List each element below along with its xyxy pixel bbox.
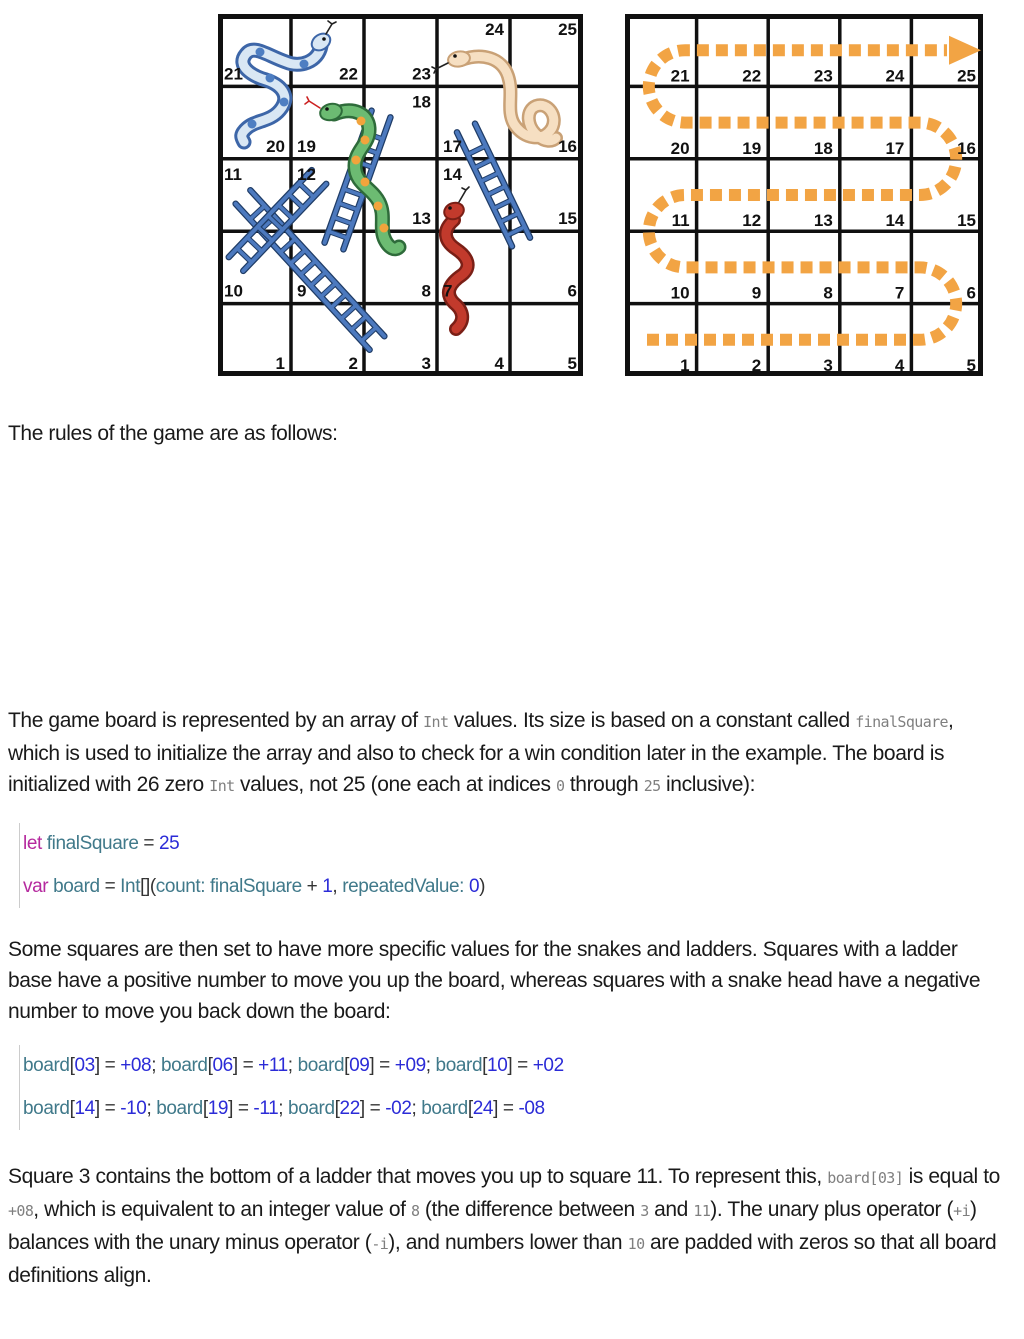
code-token: [ [467, 1098, 473, 1119]
text-segment: is equal to [903, 1165, 1000, 1188]
cell-number: 19 [297, 136, 316, 156]
code-token: +09 [394, 1055, 426, 1076]
cell-number: 12 [742, 211, 762, 231]
inline-code: 3 [640, 1202, 649, 1220]
text-segment: Square 3 contains the bottom of a ladder that moves you up to square 11. To represent this, [8, 1165, 828, 1188]
code-token: + [301, 876, 323, 897]
code-token: ] = [228, 1098, 254, 1119]
code-token: ] = [94, 1055, 121, 1076]
cell-number: 3 [421, 354, 431, 373]
code-token: [ [482, 1055, 488, 1076]
text-segment: , which is used to initialize the array and also to check for a win condition later in the example. The board is initialized with 26 zero [8, 709, 954, 796]
text-segment: ), and numbers lower than [388, 1231, 628, 1254]
code-token: board [156, 1098, 203, 1119]
code-line [23, 875, 1016, 899]
cell-number: 1 [680, 356, 690, 375]
text-segment: (the difference between [419, 1198, 641, 1221]
cell-number: 14 [885, 211, 905, 231]
code-token: board [23, 1055, 70, 1076]
code-token: -10 [120, 1098, 147, 1119]
cell-number: 25 [957, 66, 976, 86]
code-token: 09 [349, 1055, 370, 1076]
code-token: 22 [339, 1098, 360, 1119]
cell-number: 10 [224, 281, 243, 301]
code-token: ] = [94, 1098, 121, 1119]
cell-number: 13 [412, 209, 431, 229]
code-token: board [53, 876, 100, 897]
code-token: 0 [468, 876, 480, 897]
code-token: ] = [232, 1055, 259, 1076]
cell-number: 15 [957, 211, 976, 231]
cell-number: 14 [443, 164, 462, 184]
cell-number: 20 [266, 136, 285, 156]
code-token: count: [155, 876, 206, 897]
cell-number: 5 [966, 356, 976, 375]
inline-code: +i [953, 1202, 971, 1220]
code-block-board-values [19, 1045, 1016, 1130]
code-token: let [23, 833, 42, 854]
cell-number: 2 [751, 356, 762, 375]
code-token: var [23, 876, 49, 897]
inline-code: Int [423, 713, 449, 731]
code-block-initialization [19, 823, 1016, 908]
cell-number: 23 [412, 64, 431, 84]
inline-code: 8 [411, 1202, 420, 1220]
code-line [23, 832, 1016, 856]
cell-number: 17 [885, 138, 905, 158]
cell-number: 11 [671, 211, 690, 231]
snakes-and-ladders-board-image [218, 14, 583, 376]
code-token: finalSquare [46, 833, 139, 854]
cell-number: 13 [813, 211, 833, 231]
cell-number: 7 [443, 281, 453, 301]
code-token: ) [479, 876, 486, 897]
text-segment: and [648, 1198, 694, 1221]
cell-number: 25 [558, 20, 577, 39]
cell-number: 21 [670, 66, 690, 86]
code-token: finalSquare [210, 876, 302, 897]
code-token: Int [120, 876, 141, 897]
text-segment: ). The unary plus operator ( [710, 1198, 954, 1221]
cell-number: 16 [558, 136, 577, 156]
code-token: ; [151, 1055, 161, 1076]
empty-space [8, 449, 1016, 705]
cell-number: 7 [894, 283, 905, 303]
cell-number: 12 [297, 164, 316, 184]
code-token: []( [140, 876, 156, 897]
code-token: ; [411, 1098, 422, 1119]
cell-number: 15 [558, 209, 577, 229]
code-token: [ [207, 1055, 213, 1076]
cell-number: 22 [339, 64, 358, 84]
grid-lines [218, 14, 583, 376]
code-token: 1 [322, 876, 333, 897]
rules-intro-text: The rules of the game are as follows: [8, 422, 338, 445]
code-token: board [23, 1098, 70, 1119]
cell-number: 4 [894, 356, 905, 375]
code-token: [ [334, 1098, 340, 1119]
cell-number: 9 [297, 281, 307, 301]
cell-number: 6 [966, 283, 976, 303]
code-token: 10 [487, 1055, 508, 1076]
text-segment: are padded with zeros so that all board definitions align. [8, 1231, 997, 1287]
code-token: [ [344, 1055, 350, 1076]
cell-number: 18 [813, 138, 833, 158]
cell-number: 16 [957, 138, 976, 158]
code-token: board [421, 1098, 468, 1119]
cell-number: 21 [224, 64, 243, 84]
inline-code: 0 [556, 777, 565, 795]
cell-number: 8 [421, 281, 431, 301]
cell-number: 18 [412, 92, 431, 112]
code-token: = [138, 833, 159, 854]
code-token: 14 [74, 1098, 95, 1119]
cell-number: 17 [443, 136, 462, 156]
cell-number: 3 [823, 356, 833, 375]
square3-explanation-paragraph [8, 1161, 1000, 1291]
code-token: ; [425, 1055, 436, 1076]
code-token: -02 [385, 1098, 412, 1119]
inline-code: 25 [643, 777, 661, 795]
cell-number: 1 [275, 354, 285, 373]
code-token: 19 [207, 1098, 229, 1119]
code-token: = [99, 876, 121, 897]
cell-number: 6 [567, 281, 577, 301]
inline-code: 11 [693, 1202, 711, 1220]
cell-number: 8 [823, 283, 833, 303]
code-token: 03 [74, 1055, 95, 1076]
code-token: -11 [253, 1098, 279, 1119]
code-line [23, 1097, 1016, 1121]
snakes-ladders-values-paragraph: Some squares are then set to have more specific values for the snakes and ladders. Squares with a ladder base have a positive number to move you up the board, whereas squares with a snake head have a negative number to move you back down the board: [8, 938, 981, 1023]
boards-figure [218, 14, 1016, 376]
code-token: +02 [532, 1055, 564, 1076]
cell-number: 24 [885, 66, 905, 86]
code-token: ] = [369, 1055, 395, 1076]
code-token: board [435, 1055, 483, 1076]
code-token: 24 [472, 1098, 494, 1119]
cell-number: 9 [751, 283, 762, 303]
code-token: [ [69, 1098, 75, 1119]
cell-number: 2 [348, 354, 358, 373]
cell-number: 10 [670, 283, 690, 303]
cell-number: 22 [742, 66, 762, 86]
text-segment: values, not 25 (one each at indices [234, 773, 556, 796]
code-token: board [288, 1098, 335, 1119]
code-token: 25 [158, 833, 180, 854]
cell-number: 4 [494, 354, 504, 373]
text-segment: ) balances with the unary minus operator ( [8, 1198, 977, 1254]
code-line [23, 1054, 1016, 1078]
code-token: ; [278, 1098, 289, 1119]
cell-number: 19 [742, 138, 762, 158]
code-token: ] = [359, 1098, 386, 1119]
code-token: [ [69, 1055, 75, 1076]
text-segment: The game board is represented by an array of [8, 709, 424, 732]
code-token: ; [287, 1055, 298, 1076]
cell-number: 24 [485, 20, 504, 39]
text-segment: inclusive): [660, 773, 756, 796]
code-token: [ [202, 1098, 208, 1119]
code-token: +08 [120, 1055, 152, 1076]
code-token: board [297, 1055, 345, 1076]
code-token: ] = [507, 1055, 533, 1076]
code-token: +11 [258, 1055, 288, 1076]
board-path-diagram-image [625, 14, 983, 376]
code-token: ; [146, 1098, 157, 1119]
cell-number: 11 [224, 164, 242, 184]
document-page [0, 14, 1024, 1303]
text-segment: , which is equivalent to an integer value of [33, 1198, 412, 1221]
inline-code: Int [209, 777, 235, 795]
cell-number: 20 [670, 138, 690, 158]
inline-code: board[03] [827, 1169, 904, 1187]
inline-code: 10 [627, 1235, 645, 1253]
inline-code: +08 [8, 1202, 34, 1220]
code-token: 06 [212, 1055, 233, 1076]
code-token: , [332, 876, 343, 897]
text-segment: values. Its size is based on a constant called [448, 709, 856, 732]
cell-number: 23 [813, 66, 833, 86]
inline-code: -i [371, 1235, 389, 1253]
code-token: ] = [493, 1098, 519, 1119]
board-description-paragraph [8, 705, 1000, 802]
code-token: repeatedValue: [342, 876, 465, 897]
code-token: board [160, 1055, 208, 1076]
text-segment: through [564, 773, 644, 796]
inline-code: finalSquare [855, 713, 948, 731]
cell-number: 5 [567, 354, 577, 373]
code-token: -08 [518, 1098, 545, 1119]
